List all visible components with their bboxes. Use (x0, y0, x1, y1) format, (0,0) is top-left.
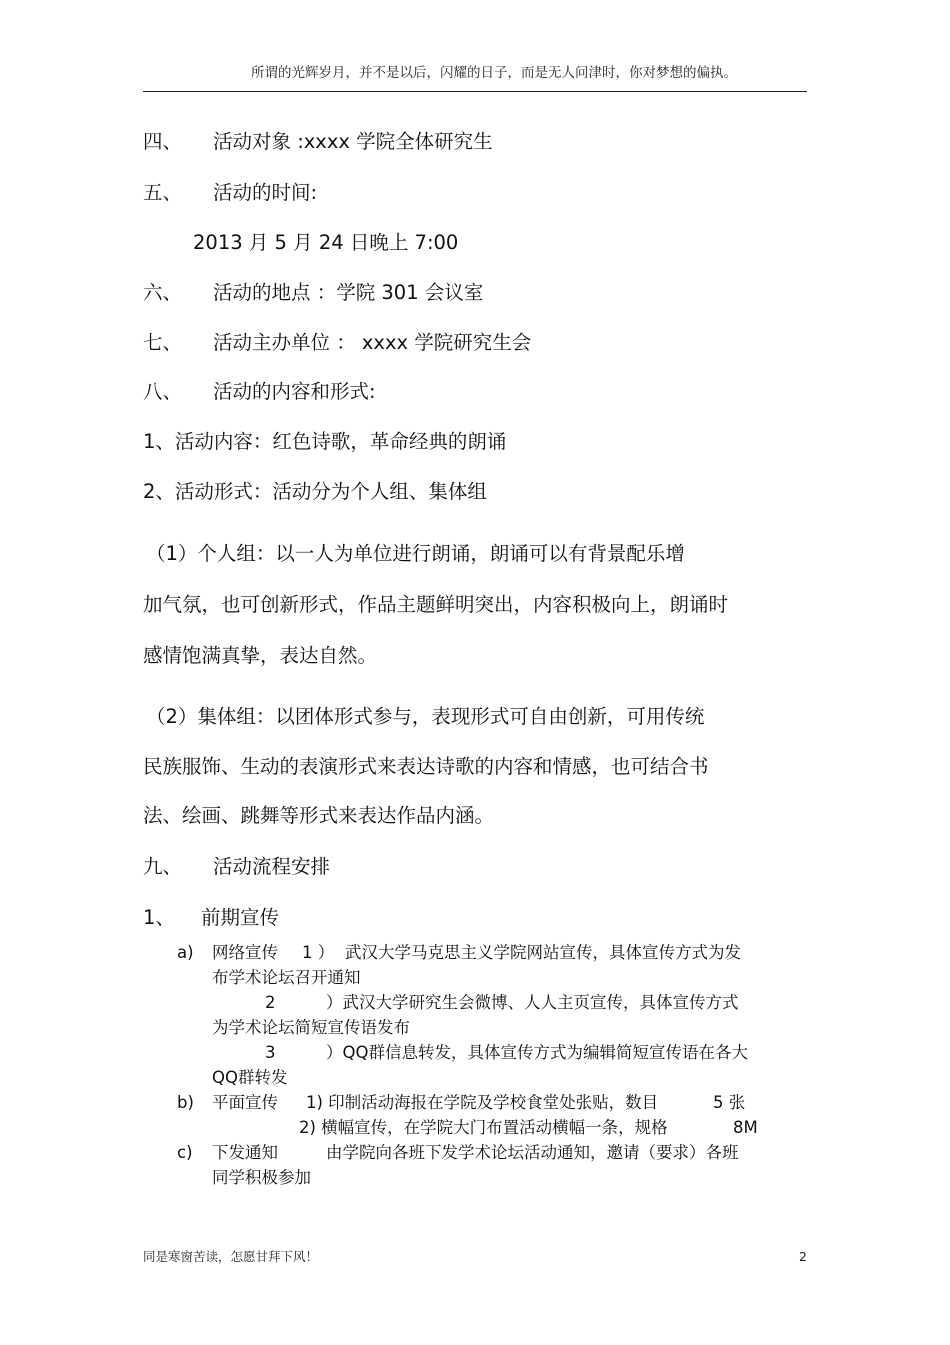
section-8-text: 活动的内容和形式: (213, 380, 376, 403)
item-a3-text: ）QQ群信息转发，具体宣传方式为编辑简短宣传语在各大 (326, 1043, 748, 1062)
section-7-text: 活动主办单位 ： xxxx 学院研究生会 (213, 331, 532, 354)
item-b-marker: b) (177, 1093, 194, 1112)
item-b2-quantity: 8M (733, 1118, 758, 1137)
item-a-marker: a) (177, 943, 194, 962)
subsection-1-text: 前期宣传 (201, 906, 280, 929)
section-8-number: 八、 (143, 380, 183, 403)
item-b1-text: 1) 印制活动海报在学院及学校食堂处张贴，数目 (306, 1093, 659, 1112)
item-c-continued: 同学积极参加 (212, 1168, 311, 1187)
section-6-number: 六、 (143, 281, 183, 304)
section-4-text: 活动对象 :xxxx 学院全体研究生 (213, 130, 493, 153)
section-5-number: 五、 (143, 181, 183, 204)
activity-content: 1、活动内容：红色诗歌，革命经典的朗诵 (143, 430, 507, 453)
item-b-label: 平面宣传 (212, 1093, 278, 1112)
item-b1-quantity: 5 张 (713, 1093, 746, 1112)
subsection-1-number: 1、 (143, 906, 175, 929)
item-b2-text: 2) 横幅宣传，在学院大门布置活动横幅一条，规格 (299, 1118, 668, 1137)
page-number: 2 (799, 1249, 807, 1264)
group2-line-1: （2）集体组：以团体形式参与，表现形式可自由创新，可用传统 (146, 705, 705, 728)
group2-line-2: 民族服饰、生动的表演形式来表达诗歌的内容和情感，也可结合书 (143, 755, 709, 778)
section-7-number: 七、 (143, 331, 183, 354)
item-c-marker: c) (177, 1143, 193, 1162)
activity-time: 2013 月 5 月 24 日晚上 7:00 (193, 231, 459, 254)
item-a2-text: ）武汉大学研究生会微博、人人主页宣传，具体宣传方式 (326, 993, 739, 1012)
section-4-number: 四、 (143, 130, 183, 153)
item-a3-number: 3 (265, 1043, 276, 1062)
group1-line-3: 感情饱满真挚，表达自然。 (143, 644, 378, 667)
group1-line-1: （1）个人组：以一人为单位进行朗诵，朗诵可以有背景配乐增 (146, 542, 685, 565)
item-a1-text: 武汉大学马克思主义学院网站宣传，具体宣传方式为发 (345, 943, 741, 962)
item-a2-continued: 为学术论坛简短宣传语发布 (212, 1018, 410, 1037)
item-a-label: 网络宣传 (212, 943, 278, 962)
item-c-label: 下发通知 (212, 1143, 278, 1162)
group2-line-3: 法、绘画、跳舞等形式来表达作品内涵。 (143, 804, 495, 827)
item-a3-continued: QQ群转发 (212, 1068, 288, 1087)
group1-line-2: 加气氛，也可创新形式，作品主题鲜明突出，内容积极向上，朗诵时 (143, 593, 729, 616)
item-a1-number: 1 ） (302, 943, 335, 962)
item-c-text: 由学院向各班下发学术论坛活动通知，邀请（要求）各班 (326, 1143, 739, 1162)
header-rule (143, 91, 807, 92)
item-a1-continued: 布学术论坛召开通知 (212, 968, 361, 987)
section-6-text: 活动的地点 ：学院 301 会议室 (213, 281, 484, 304)
activity-form: 2、活动形式：活动分为个人组、集体组 (143, 480, 487, 503)
section-9-number: 九、 (143, 855, 183, 878)
section-5-text: 活动的时间: (213, 181, 318, 204)
header-motto: 所谓的光辉岁月，并不是以后，闪耀的日子，而是无人问津时，你对梦想的偏执。 (251, 65, 737, 81)
section-9-text: 活动流程安排 (213, 855, 331, 878)
item-a2-number: 2 (265, 993, 276, 1012)
footer-motto: 同是寒窗苦读，怎愿甘拜下风！ (143, 1249, 319, 1264)
